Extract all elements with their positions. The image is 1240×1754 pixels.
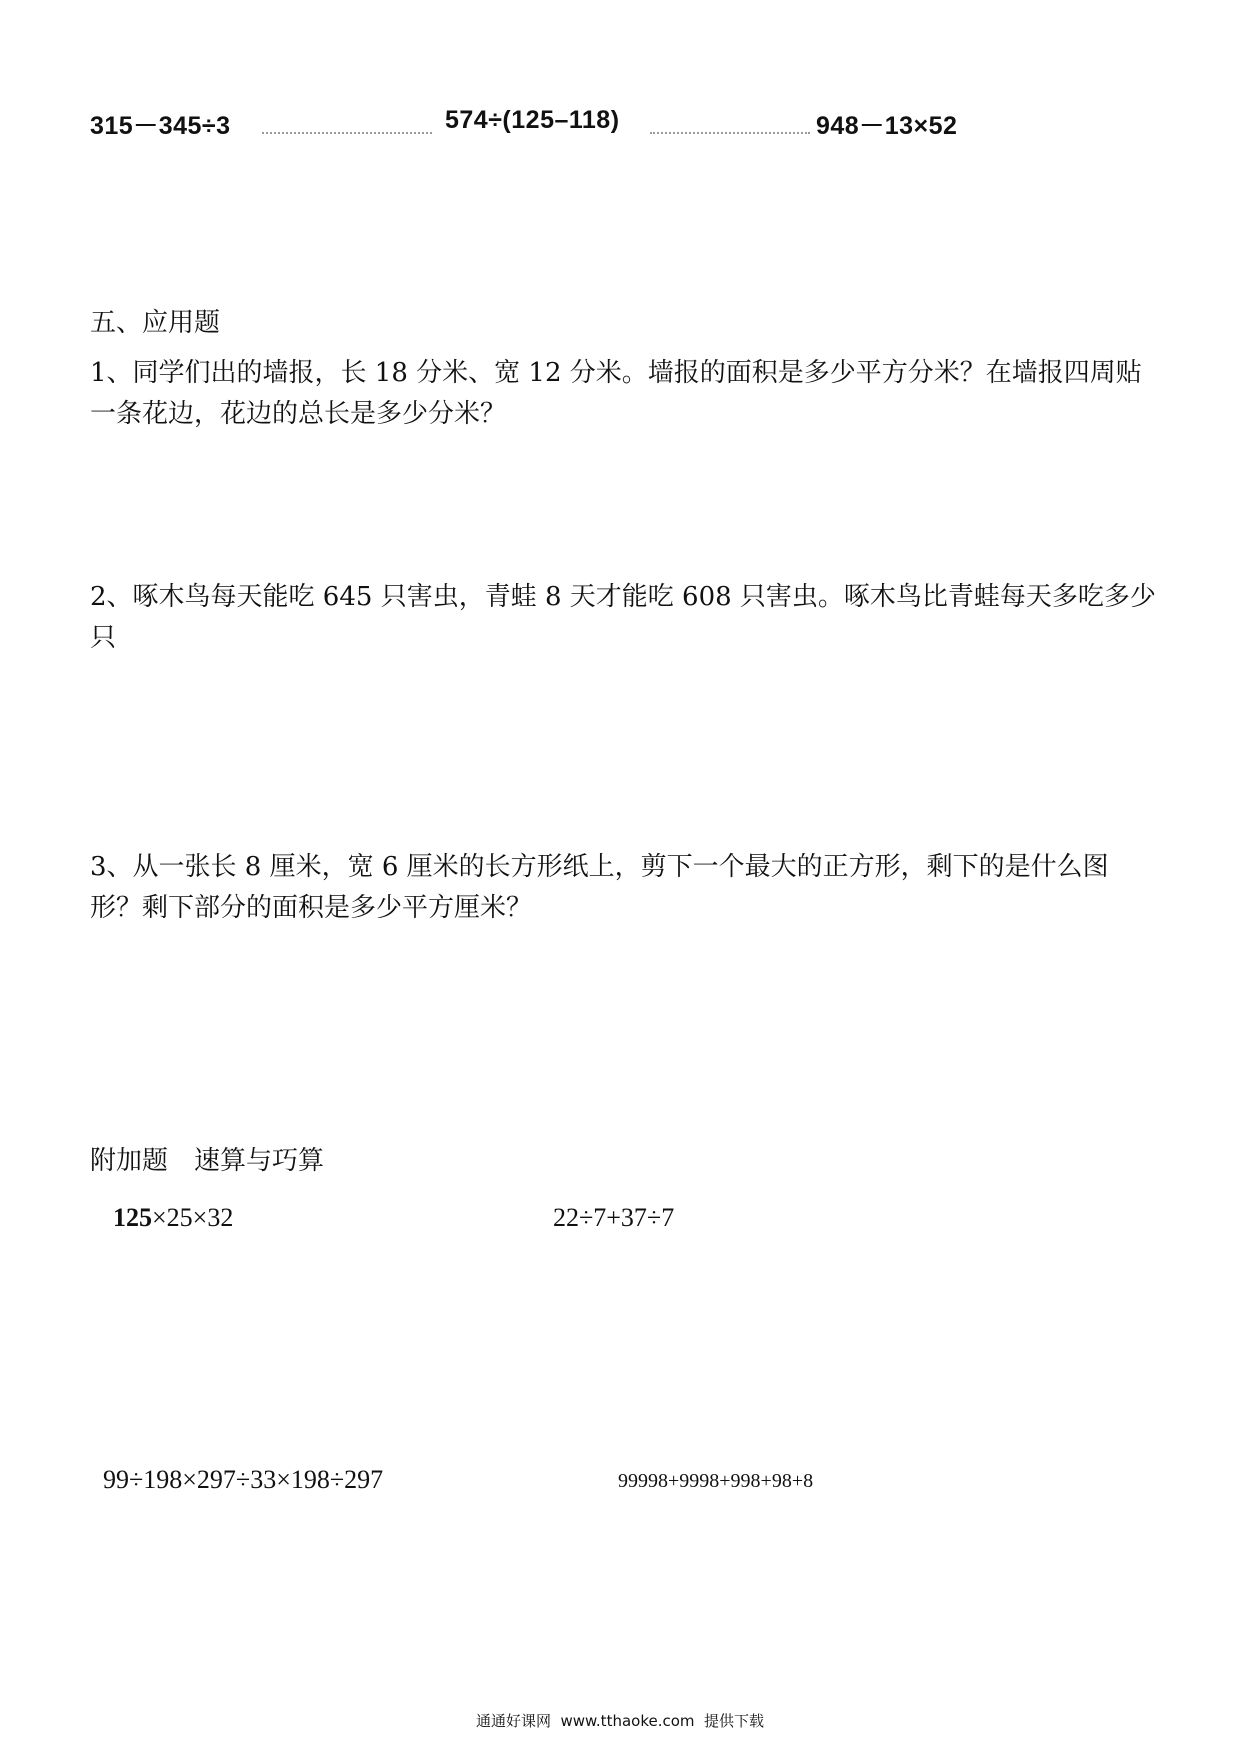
calc-expression-1: 315－345÷3 [90, 112, 231, 140]
bonus-expression-1-bold: 125 [113, 1203, 152, 1232]
bonus-expression-1-rest: ×25×32 [152, 1203, 234, 1232]
bonus-expression-2: 22÷7+37÷7 [553, 1203, 675, 1232]
question-2: 2、啄木鸟每天能吃 645 只害虫，青蛙 8 天才能吃 608 只害虫。啄木鸟比青蛙每天多吃多少只 [90, 582, 1156, 653]
calc-expression-2: 574÷(125–118) [445, 106, 620, 134]
footer-source: 通通好课网 www.tthaoke.com 提供下载 [475, 1712, 765, 1730]
bonus-expression-3: 99÷198×297÷33×198÷297 [103, 1465, 384, 1494]
calc-expression-3: 948－13×52 [816, 112, 958, 140]
section-heading-application: 五、应用题 [90, 308, 221, 338]
dotted-leader-2 [650, 112, 810, 134]
question-3: 3、从一张长 8 厘米，宽 6 厘米的长方形纸上，剪下一个最大的正方形，剩下的是什么图形？剩下部分的面积是多少平方厘米？ [90, 852, 1109, 923]
bonus-heading: 附加题 速算与巧算 [90, 1146, 325, 1176]
question-1: 1、同学们出的墙报，长 18 分米、宽 12 分米。墙报的面积是多少平方分米？在墙报四周贴一条花边，花边的总长是多少分米？ [90, 358, 1142, 429]
dotted-leader-1 [262, 112, 432, 134]
bonus-expression-4: 99998+9998+998+98+8 [618, 1470, 814, 1492]
bonus-expression-1 [113, 1203, 233, 1233]
